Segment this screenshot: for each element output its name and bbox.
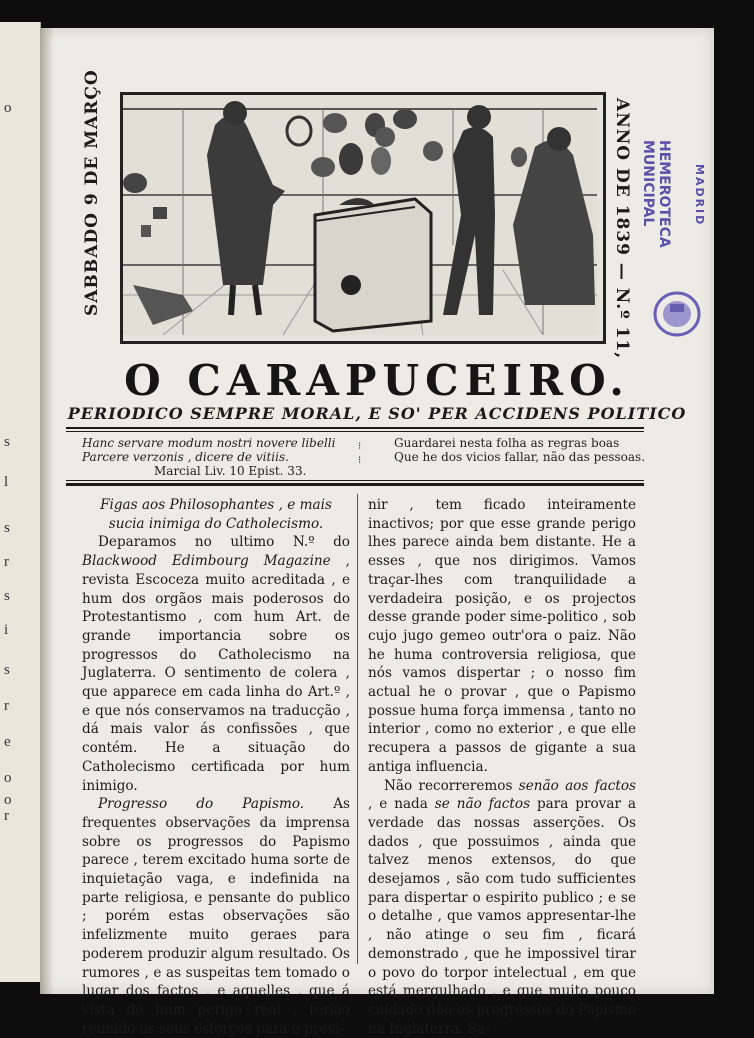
prev-page-letter: o — [4, 770, 12, 786]
epigraph-latin-line: Parcere verzonis , dicere de vitiis. — [82, 450, 289, 464]
epigraph-portuguese — [394, 436, 654, 464]
prev-page-letter: s — [4, 520, 10, 536]
epigraph-latin-line: Hanc servare modum nostri novere libelli — [82, 436, 336, 450]
article-column-right — [368, 496, 636, 1038]
top-rule — [66, 427, 644, 429]
engraving-illustration — [123, 95, 597, 335]
bottom-rule-thin — [66, 480, 644, 481]
column-divider — [357, 494, 358, 964]
issue-line: ANNO DE 1839 — N.º 11, — [612, 98, 632, 360]
article-column-left — [82, 496, 350, 1038]
prev-page-letter: o — [4, 100, 12, 116]
bottom-rule — [66, 483, 644, 486]
magazine-title: Blackwood Edimbourg Magazine — [82, 553, 331, 570]
prev-page-letter: l — [4, 474, 9, 490]
prev-page-letter: i — [4, 622, 9, 638]
prev-page-letter: s — [4, 588, 10, 604]
prev-page-letter: e — [4, 734, 11, 750]
prev-page-letter: o — [4, 792, 12, 808]
epigraph-citation: Marcial Liv. 10 Epist. 33. — [154, 464, 307, 478]
article-paragraph: Não recorreremos senão aos factos , e nada se não factos para provar a verdade das nossas asserções. Os dados , que possuimos , ainda que talvez menos extensos, do que desejamos , são com tudo sufficientes para dispertar o espirito publico ; e se o detalhe , que vamos appresentar-lhe , não atinge o seu fim , ficará demonstrado , que he impossivel tirar o povo do torpor intelectual , em que está mergulhado , e que muito pouco cuidado dão os progressos do Papismo na Inglaterra. Sa- — [368, 777, 636, 1037]
top-rule-thin — [66, 431, 644, 432]
previous-page-edge — [0, 22, 41, 982]
section-title: Progresso do Papismo. — [98, 796, 305, 813]
prev-page-letter: r — [4, 554, 9, 570]
epigraph-portuguese-line: Guardarei nesta folha as regras boas — [394, 436, 620, 450]
article-paragraph: nir , tem ficado inteiramente inactivos; por que esse grande perigo lhes parece ainda bem distante. He a esses , que nos dirigimos. Vamos traçar-lhes com tranquilidade a verdadeira posição, e os projectos desse grande poder sime-politico , sob cujo jugo gemeo outr'ora o paiz. Não he huma controversia religiosa, que nós vamos dispertar ; o nosso fim actual he o provar , que o Papismo possue huma força immensa , tanto no interior , como no exterior , e que elle recupera a passos de gigante a sua antiga influencia. — [368, 497, 636, 775]
article-paragraph: Deparamos no ultimo N.º do Blackwood Edimbourg Magazine , revista Escoceza muito acreditada , e hum dos orgãos mais poderosos do Protestantismo , com hum Art. de grande importancia sobre os progressos do Catholecismo na Juglaterra. O sentimento de colera , que apparece em cada linha do Art.º , e que nós conservamos na traducção , dá mais valor ás confissões , que contém. He a situação do Catholecismo certificada por hum inimigo. — [82, 534, 350, 794]
article-heading: Figas aos Philosophantes , e mais sucia inimiga do Catholecismo. — [100, 497, 332, 532]
epigraph-latin — [82, 436, 352, 478]
gutter-shadow — [40, 28, 54, 994]
prev-page-letter: r — [4, 698, 9, 714]
epigraph-portuguese-line: Que he dos vicios fallar, não das pessoas. — [394, 450, 646, 464]
epigraph-divider: ⁝ ⁝ — [358, 441, 362, 466]
masthead-engraving — [120, 92, 606, 344]
library-seal-icon — [652, 290, 702, 338]
newspaper-title: O CARAPUCEIRO. — [124, 356, 630, 405]
prev-page-letter: r — [4, 808, 9, 824]
prev-page-letter: s — [4, 662, 10, 678]
prev-page-letter: s — [4, 434, 10, 450]
newspaper-subtitle: PERIODICO SEMPRE MORAL, E SO' PER ACCIDENS POLITICO — [67, 404, 687, 423]
article-paragraph: Progresso do Papismo. As frequentes observações da imprensa sobre os progressos do Papismo parece , terem excitado huma sorte de inquietação vaga, e indefinida na parte religiosa, e pensante do publico ; porém estas observações são infelizmente muito geraes para poderem produzir algum resultado. Os rumores , e as suspeitas tem tomado o lugar dos factos , e aquelles , que á vista de hum perigo real , terião reunido os seus esforços para o previ- — [82, 796, 350, 1037]
date-line: SABBADO 9 DE MARÇO — [82, 69, 102, 316]
stamp-line-1: HEMEROTECA — [656, 140, 672, 248]
stamp-line-3: MADRID — [693, 164, 706, 227]
stamp-line-2: MUNICIPAL — [640, 140, 656, 227]
